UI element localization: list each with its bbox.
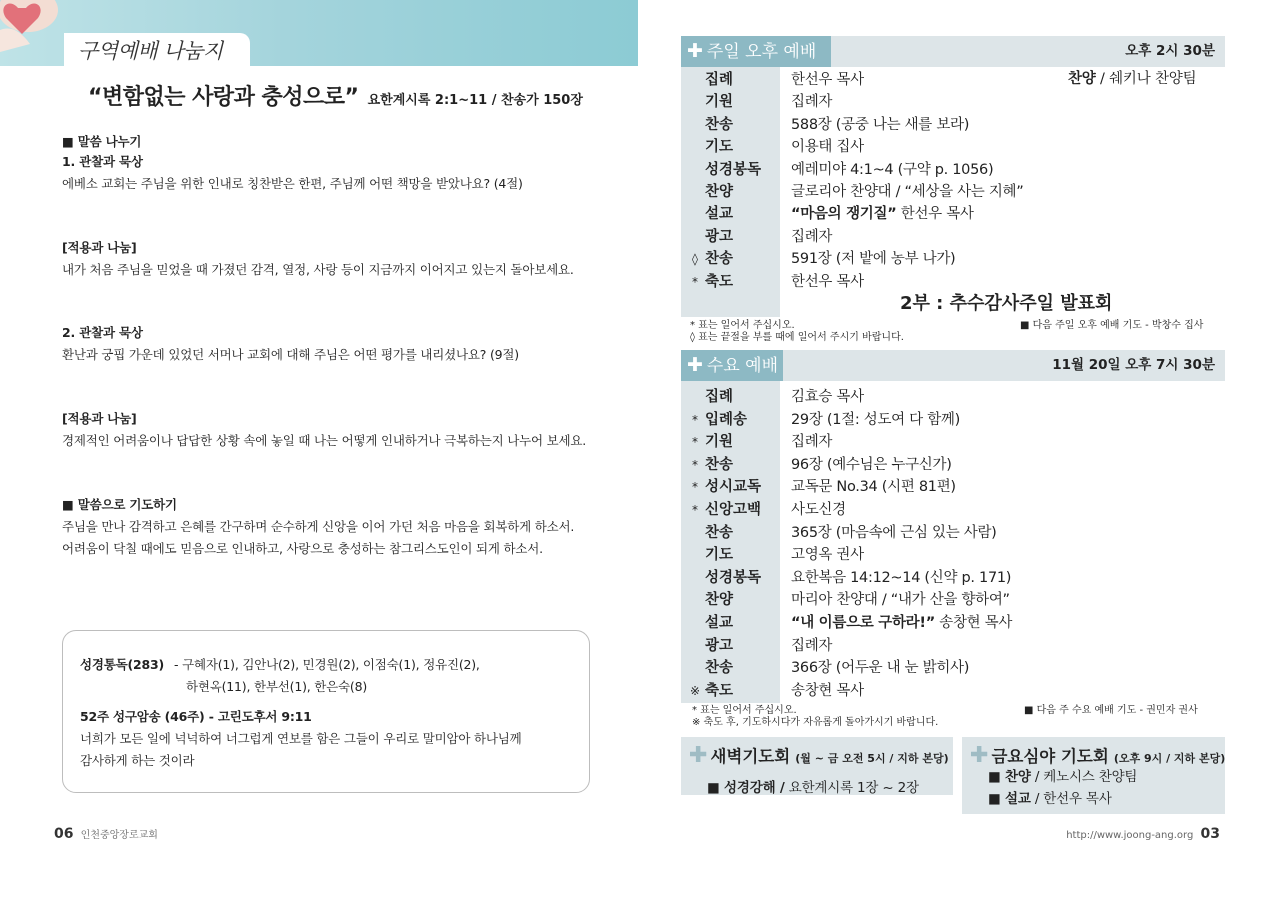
prayer-heading: ■ 말씀으로 기도하기 — [62, 497, 177, 512]
row-label: 설교 — [705, 206, 734, 223]
memory-verse-label: 52주 성구암송 (46주) - 고린도후서 9:11 — [80, 709, 312, 724]
row-value — [791, 567, 1011, 589]
app2-text: 경제적인 어려움이나 답답한 상황 속에 놓일 때 나는 어떻게 인내하거나 극복하는지 나누어 보세요. — [62, 433, 587, 448]
friday-item1-label: ■ 찬양 — [988, 769, 1031, 785]
cross-icon: ✚ — [970, 743, 989, 768]
row-marker: * — [692, 274, 698, 289]
q2-heading: 2. 관찰과 묵상 — [62, 325, 143, 340]
row-value-text: 글로리아 찬양대 / “세상을 사는 지혜” — [791, 184, 1024, 200]
dawn-item-value: 요한계시록 1장 ~ 2장 — [784, 780, 919, 796]
friday-item-2 — [988, 788, 1112, 810]
row-value-text: 365장 (마음속에 근심 있는 사람) — [791, 524, 997, 541]
section-title: 구역예배 나눔지 — [64, 33, 250, 67]
page-number-right: 03 — [1200, 826, 1220, 842]
row-marker: * — [692, 412, 698, 427]
row-label: 축도 — [705, 273, 734, 290]
row-value — [791, 454, 952, 476]
row-value-text: 김효승 목사 — [791, 389, 864, 405]
row-label: 찬송 — [705, 251, 734, 268]
row-label: 광고 — [705, 637, 734, 654]
row-value-text: 요한복음 14:12~14 (신약 p. 171) — [791, 569, 1012, 586]
row-value — [791, 612, 1012, 634]
row-value — [791, 386, 864, 408]
cross-icon: ✚ — [687, 40, 703, 62]
page-number-left: 06 — [54, 826, 74, 842]
row-value-text: 송창현 목사 — [934, 615, 1013, 631]
row-value-text: 마리아 찬양대 / “내가 산을 향하여” — [791, 592, 1010, 609]
row-value-text: 집례자 — [791, 637, 833, 654]
row-label: 성경봉독 — [705, 569, 762, 586]
row-value — [791, 431, 832, 453]
sunday-next-prayer: ■ 다음 주일 오후 예배 기도 - 박창수 집사 — [1020, 320, 1204, 331]
dawn-prayer-box — [681, 737, 953, 795]
row-value — [791, 635, 832, 657]
row-value-text: 591장 (저 밭에 농부 나가) — [791, 251, 956, 268]
row-label: 축도 — [705, 682, 734, 699]
row-marker: * — [692, 503, 698, 517]
row-value — [791, 271, 864, 293]
friday-prayer-header — [970, 743, 1225, 768]
row-value — [791, 203, 974, 225]
row-value — [791, 226, 832, 248]
row-value — [791, 657, 969, 679]
share-heading: ■ 말씀 나누기 — [62, 134, 142, 149]
row-label: 찬양 — [705, 592, 734, 609]
memory-verse-line-1: 너희가 모든 일에 넉넉하여 너그럽게 연보를 함은 그들이 우리로 말미암아 하나님께 — [80, 731, 522, 746]
app1-heading: [적용과 나눔] — [62, 240, 137, 255]
row-label: 설교 — [705, 615, 734, 631]
row-marker: ◊ — [692, 252, 698, 267]
dawn-prayer-header — [689, 743, 949, 768]
row-value — [791, 544, 864, 566]
friday-item2-value: / 한선우 목사 — [1030, 791, 1112, 807]
sunday-praise-team — [1068, 68, 1196, 90]
dawn-prayer-title: 새벽기도회 — [710, 747, 791, 766]
row-value — [791, 136, 864, 158]
row-value — [791, 589, 1010, 611]
prayer-line-2: 어려움이 닥칠 때에도 믿음으로 인내하고, 사랑으로 충성하는 참그리스도인이 되게 하소서. — [62, 541, 543, 556]
row-label: 입례송 — [705, 411, 748, 428]
row-value-text: 한선우 목사 — [896, 206, 974, 223]
part2-title: 2부 : 추수감사주일 발표회 — [900, 293, 1113, 314]
row-value-text: 고영옥 권사 — [791, 547, 864, 564]
row-value-text: 한선우 목사 — [791, 273, 864, 290]
row-marker: ※ — [689, 683, 701, 698]
row-label: 찬송 — [705, 660, 734, 677]
row-value-text: 예레미야 4:1~4 (구약 p. 1056) — [791, 161, 994, 178]
prayer-line-1: 주님을 만나 감격하고 은혜를 간구하며 순수하게 신앙을 이어 가던 처음 마음을 회복하게 하소서. — [62, 519, 575, 534]
church-name: 인천중앙장로교회 — [80, 830, 158, 841]
row-label: 광고 — [705, 228, 734, 245]
wednesday-next-prayer: ■ 다음 주 수요 예배 기도 - 권민자 권사 — [1024, 705, 1198, 716]
wednesday-service-header — [681, 350, 1225, 381]
row-value-text: 366장 (어두운 내 눈 밝히사) — [791, 660, 970, 677]
row-value — [791, 409, 960, 431]
row-value-text: 588장 (공중 나는 새를 보라) — [791, 116, 970, 133]
row-label: 찬송 — [705, 524, 734, 541]
reading-line-2: 하현옥(11), 한부선(1), 한은숙(8) — [186, 679, 368, 694]
row-value — [791, 114, 969, 136]
row-value — [791, 522, 997, 544]
row-value-text: 96장 (예수님은 누구신가) — [791, 456, 952, 473]
row-label: 찬송 — [705, 116, 734, 133]
sunday-service-title: 주일 오후 예배 — [706, 42, 817, 62]
row-label: 신앙고백 — [705, 502, 762, 518]
row-value — [791, 181, 1023, 203]
row-value — [791, 159, 993, 181]
dawn-prayer-item — [707, 777, 919, 799]
row-label: 기원 — [705, 94, 734, 111]
row-value-emphasis: “내 이름으로 구하라!” — [791, 615, 935, 631]
cross-icon: ✚ — [687, 354, 703, 376]
friday-prayer-title: 금요심야 기도회 — [991, 747, 1109, 766]
row-label: 찬양 — [705, 184, 734, 200]
wednesday-note-1: * 표는 일어서 주십시오. — [692, 705, 797, 716]
row-value-text: 집례자 — [791, 434, 833, 451]
app1-text: 내가 처음 주님을 믿었을 때 가졌던 감격, 열정, 사랑 등이 지금까지 이어지고 있는지 돌아보세요. — [62, 262, 574, 277]
row-value — [791, 499, 846, 521]
row-value-text: 송창현 목사 — [791, 682, 864, 699]
footer-left — [54, 826, 158, 842]
sunday-note-1: * 표는 일어서 주십시오. — [690, 320, 795, 331]
cross-icon: ✚ — [689, 743, 708, 768]
footer-right — [1066, 826, 1220, 842]
row-value-text: 교독문 No.34 (시편 81편) — [791, 479, 956, 496]
row-label: 기도 — [705, 547, 734, 564]
row-value — [791, 248, 955, 270]
friday-item1-value: / 케노시스 찬양팀 — [1030, 769, 1138, 785]
praise-value: / 쉐키나 찬양팀 — [1095, 71, 1197, 87]
friday-item-1 — [988, 766, 1137, 788]
dawn-item-label: ■ 성경강해 / — [707, 780, 785, 796]
row-label: 성경봉독 — [705, 161, 762, 178]
wednesday-service-time: 11월 20일 오후 7시 30분 — [1052, 357, 1215, 373]
memory-verse-line-2: 감사하게 하는 것이라 — [80, 753, 195, 768]
row-value — [791, 91, 832, 113]
q2-text: 환난과 궁핍 가운데 있었던 서머나 교회에 대해 주님은 어떤 평가를 내리셨나요? (9절) — [62, 347, 519, 362]
app2-heading: [적용과 나눔] — [62, 411, 137, 426]
sunday-service-time: 오후 2시 30분 — [1125, 43, 1215, 59]
row-value — [791, 69, 864, 91]
wednesday-note-2: ※ 축도 후, 기도하시다가 자유롭게 돌아가시기 바랍니다. — [692, 717, 939, 728]
row-value — [791, 680, 864, 702]
sermon-title — [88, 80, 583, 111]
row-value-text: 한선우 목사 — [791, 72, 864, 88]
row-value — [791, 476, 956, 498]
reading-label: 성경통독(283) — [80, 657, 165, 672]
row-label: 성시교독 — [705, 479, 762, 496]
friday-prayer-sub: (오후 9시 / 지하 본당) — [1113, 752, 1226, 765]
row-value-text: 이용태 집사 — [791, 139, 864, 156]
friday-item2-label: ■ 설교 — [988, 791, 1031, 807]
row-value-text: 집례자 — [791, 228, 833, 245]
sermon-title-text: “변함없는 사랑과 충성으로” — [88, 85, 359, 110]
wednesday-service-title: 수요 예배 — [706, 356, 779, 376]
q1-heading: 1. 관찰과 묵상 — [62, 154, 143, 169]
row-label: 집례 — [705, 389, 734, 405]
row-label: 기도 — [705, 139, 734, 156]
church-url: http://www.joong-ang.org — [1066, 830, 1194, 841]
sermon-reference: 요한계시록 2:1~11 / 찬송가 150장 — [367, 93, 583, 108]
friday-prayer-box — [962, 737, 1225, 814]
row-marker: * — [692, 435, 698, 450]
row-value-text: 집례자 — [791, 94, 833, 111]
dawn-prayer-sub: (월 ~ 금 오전 5시 / 지하 본당) — [795, 752, 949, 765]
reading-line-1: - 구혜자(1), 김안나(2), 민경원(2), 이점숙(1), 정유진(2), — [174, 657, 480, 672]
row-label: 기원 — [705, 434, 734, 451]
praise-label: 찬양 — [1068, 71, 1096, 87]
sunday-note-2: ◊ 표는 끝절을 부를 때에 일어서 주시기 바랍니다. — [690, 332, 904, 343]
row-label: 집례 — [705, 72, 734, 88]
wednesday-service-tab — [681, 350, 783, 381]
row-marker: * — [692, 457, 698, 472]
row-value-text: 사도신경 — [791, 502, 846, 518]
q1-text: 에베소 교회는 주님을 위한 인내로 칭찬받은 한편, 주님께 어떤 책망을 받았나요? (4절) — [62, 176, 523, 191]
row-label: 찬송 — [705, 456, 734, 473]
row-marker: * — [692, 480, 698, 495]
row-value-text: 29장 (1절: 성도여 다 함께) — [791, 411, 960, 428]
heart-hands-image — [0, 0, 62, 52]
row-value-emphasis: “마음의 쟁기질” — [791, 206, 897, 223]
sunday-service-tab — [681, 36, 831, 67]
sunday-service-header — [681, 36, 1225, 67]
